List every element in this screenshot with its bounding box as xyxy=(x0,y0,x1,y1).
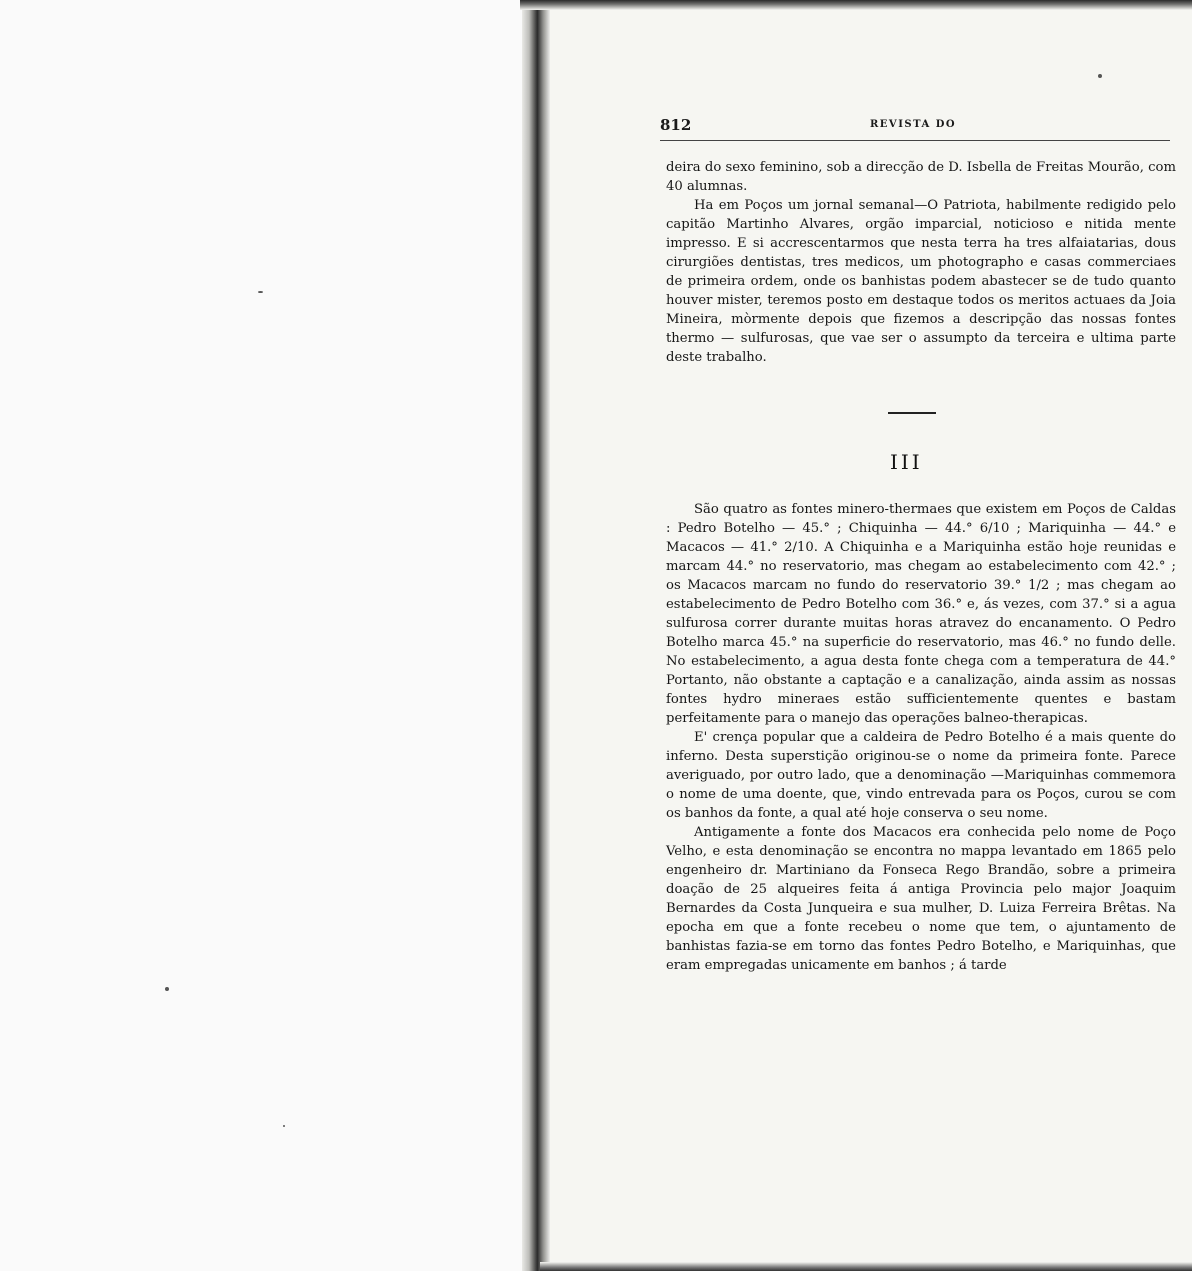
book-gutter xyxy=(522,0,550,1271)
paragraph: Antigamente a fonte dos Macacos era conhecida pelo nome de Poço Velho, e esta denominação se encontra no mappa levantado em 1865 pelo engenheiro dr. Martiniano da Fonseca Rego Brandão, sobre a primeira doação de 25 alqueires feita á antiga Provincia pelo major Joaquim Bernardes da Costa Junqueira e sua mulher, D. Luiza Ferreira Brêtas. Na epocha em que a fonte recebeu o nome que tem, o ajuntamento de banhistas fazia-se em torno das fontes Pedro Botelho, e Mariquinhas, que eram empregadas unicamente em banhos ; á tarde xyxy=(666,825,1176,973)
page-number: 812 xyxy=(660,116,692,134)
page-bottom-edge xyxy=(540,1262,1192,1271)
section-heading: III xyxy=(890,450,923,474)
scan-speck xyxy=(283,1125,285,1127)
paragraph: Ha em Poços um jornal semanal—O Patriota, habilmente redigido pelo capitão Martinho Alvares, orgão imparcial, noticioso e nitida mente impresso. E si accrescentarmos que nesta terra ha tres alfaiatarias, dous cirurgiões dentistas, tres medicos, um photographo e casas commerciaes de primeira ordem, onde os banhistas podem abastecer se de tudo quanto houver mister, teremos posto em destaque todos os meritos actuaes da Joia Mineira, mòrmente depois que fizemos a descripção das nossas fontes thermo — sulfurosas, que vae ser o assumpto da terceira e ultima parte deste trabalho. xyxy=(666,198,1176,365)
running-head xyxy=(660,116,1170,138)
text-block-section-three xyxy=(666,500,1176,975)
paragraph: E' crença popular que a caldeira de Pedro Botelho é a mais quente do inferno. Desta superstição originou-se o nome da primeira fonte. Parece averiguado, por outro lado, que a denominação —Mariquinhas commemora o nome de uma doente, que, vindo entrevada para os Poços, curou se com os banhos da fonte, a qual até hoje conserva o seu nome. xyxy=(666,730,1176,821)
running-head-title: REVISTA DO xyxy=(870,119,957,130)
paragraph: deira do sexo feminino, sob a direcção de D. Isbella de Freitas Mourão, com 40 alumnas. xyxy=(666,160,1176,194)
scan-speck xyxy=(165,987,169,991)
text-block-continuation xyxy=(666,158,1176,367)
section-separator-rule xyxy=(888,412,936,414)
scan-speck xyxy=(258,291,263,293)
scan-speck xyxy=(1098,74,1102,78)
paragraph: São quatro as fontes minero-thermaes que existem em Poços de Caldas : Pedro Botelho — 45.° ; Chiquinha — 44.° 6/10 ; Mariquinha — 44.° e Macacos — 41.° 2/10. A Chiquinha e a Mariquinha estão hoje reunidas e marcam 44.° no reservatorio, mas chegam ao estabelecimento com 42.° ; os Macacos marcam no fundo do reservatorio 39.° 1/2 ; mas chegam ao estabelecimento de Pedro Botelho com 36.° e, ás vezes, com 37.° si a agua sulfurosa correr durante muitas horas atravez do encanamento. O Pedro Botelho marca 45.° na superficie do reservatorio, mas 46.° no fundo delle. No estabelecimento, a agua desta fonte chega com a temperatura de 44.° Portanto, não obstante a captação e a canalização, ainda assim as nossas fontes hydro mineraes estão sufficientemente quentes e bastam perfeitamente para o manejo das operações balneo-therapicas. xyxy=(666,502,1176,726)
page-top-edge xyxy=(520,0,1192,10)
header-rule xyxy=(660,140,1170,141)
left-blank-page xyxy=(0,0,530,1271)
